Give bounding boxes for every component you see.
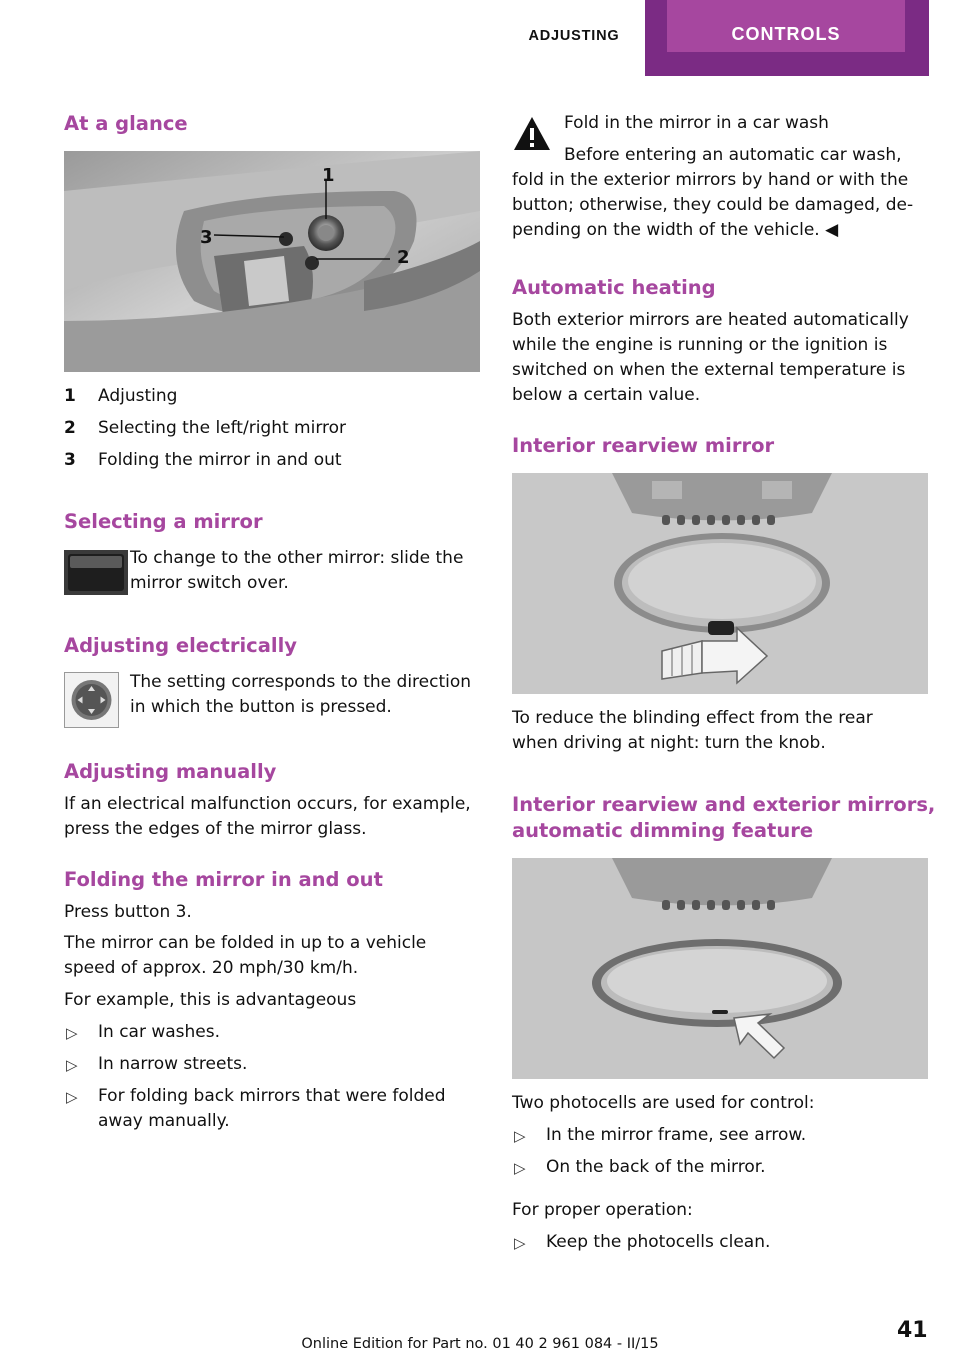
warning-line-4: pending on the width of the vehicle. ◀ <box>512 220 839 240</box>
bullet-mark: ▷ <box>66 1056 78 1074</box>
heading-dimming-line-2: automatic dimming feature <box>512 819 814 842</box>
heading-interior-mirror: Interior rearview mirror <box>512 434 775 457</box>
interior-line-2: when driving at night: turn the knob. <box>512 733 826 753</box>
page-number: 41 <box>897 1318 928 1343</box>
folding-p3: For example, this is advantageous <box>64 990 357 1010</box>
manual-text-2: press the edges of the mirror glass. <box>64 819 367 839</box>
heading-folding: Folding the mirror in and out <box>64 868 383 891</box>
footer-edition: Online Edition for Part no. 01 40 2 961 084 - II/15 <box>301 1336 659 1352</box>
photo-mirror-switch <box>64 151 480 372</box>
folding-p2-line1: The mirror can be folded in up to a vehicle <box>64 933 427 953</box>
list-item: Keep the photocells clean. <box>546 1232 771 1252</box>
electrical-text-2: in which the button is pressed. <box>130 697 392 717</box>
heading-dimming-line-1: Interior rearview and exterior mirrors, <box>512 793 936 816</box>
folding-p2-line2: speed of approx. 20 mph/30 km/h. <box>64 958 359 978</box>
heating-line-2: while the engine is running or the ignition is <box>512 335 888 355</box>
header-chapter-tab <box>645 0 929 76</box>
callout-2: 2 <box>397 247 410 268</box>
direction-pad-icon <box>64 672 119 728</box>
callout-1: 1 <box>322 165 335 186</box>
bullet-mark: ▷ <box>514 1234 526 1252</box>
list-item: For folding back mirrors that were folded <box>98 1086 446 1106</box>
bullet-mark: ▷ <box>66 1024 78 1042</box>
warning-title: Fold in the mirror in a car wash <box>564 113 829 133</box>
heating-line-4: below a certain value. <box>512 385 701 405</box>
bullet-mark: ▷ <box>66 1088 78 1106</box>
photocells-intro: Two photocells are used for control: <box>512 1093 815 1113</box>
legend-text-1: Adjusting <box>98 386 178 406</box>
bullet-mark: ▷ <box>514 1127 526 1145</box>
legend-text-3: Folding the mirror in and out <box>98 450 342 470</box>
callout-3: 3 <box>200 227 213 248</box>
bullet-mark: ▷ <box>514 1159 526 1177</box>
heating-line-3: switched on when the external temperature is <box>512 360 906 380</box>
header-section-label: ADJUSTING <box>528 28 620 44</box>
list-item: In narrow streets. <box>98 1054 248 1074</box>
heading-selecting-mirror: Selecting a mirror <box>64 510 263 533</box>
warning-line-3: button; otherwise, they could be damaged, de‐ <box>512 195 914 215</box>
folding-p1: Press button 3. <box>64 902 192 922</box>
list-item: In the mirror frame, see arrow. <box>546 1125 807 1145</box>
heading-at-a-glance: At a glance <box>64 112 188 135</box>
heading-automatic-heating: Automatic heating <box>512 276 716 299</box>
legend-num-2: 2 <box>64 418 76 438</box>
heading-adjusting-electrically: Adjusting electrically <box>64 634 297 657</box>
legend-num-1: 1 <box>64 386 76 406</box>
list-item: On the back of the mirror. <box>546 1157 766 1177</box>
warning-line-1: Before entering an automatic car wash, <box>564 145 902 165</box>
heading-adjusting-manually: Adjusting manually <box>64 760 277 783</box>
warning-line-2: fold in the exterior mirrors by hand or with the <box>512 170 909 190</box>
header-chapter-label: CONTROLS <box>667 0 905 52</box>
legend-text-2: Selecting the left/right mirror <box>98 418 347 438</box>
warning-icon <box>512 115 552 153</box>
interior-line-1: To reduce the blinding effect from the rear <box>512 708 873 728</box>
selecting-text-2: mirror switch over. <box>130 573 289 593</box>
list-item: In car washes. <box>98 1022 221 1042</box>
heating-line-1: Both exterior mirrors are heated automatically <box>512 310 909 330</box>
mirror-switch-icon <box>64 550 128 595</box>
photo-dimming-mirror <box>512 858 928 1079</box>
operation-intro: For proper operation: <box>512 1200 693 1220</box>
electrical-text-1: The setting corresponds to the direction <box>130 672 472 692</box>
manual-text-1: If an electrical malfunction occurs, for example, <box>64 794 471 814</box>
legend-num-3: 3 <box>64 450 76 470</box>
selecting-text-1: To change to the other mirror: slide the <box>130 548 464 568</box>
list-item-cont: away manually. <box>98 1111 230 1131</box>
photo-interior-mirror <box>512 473 928 694</box>
